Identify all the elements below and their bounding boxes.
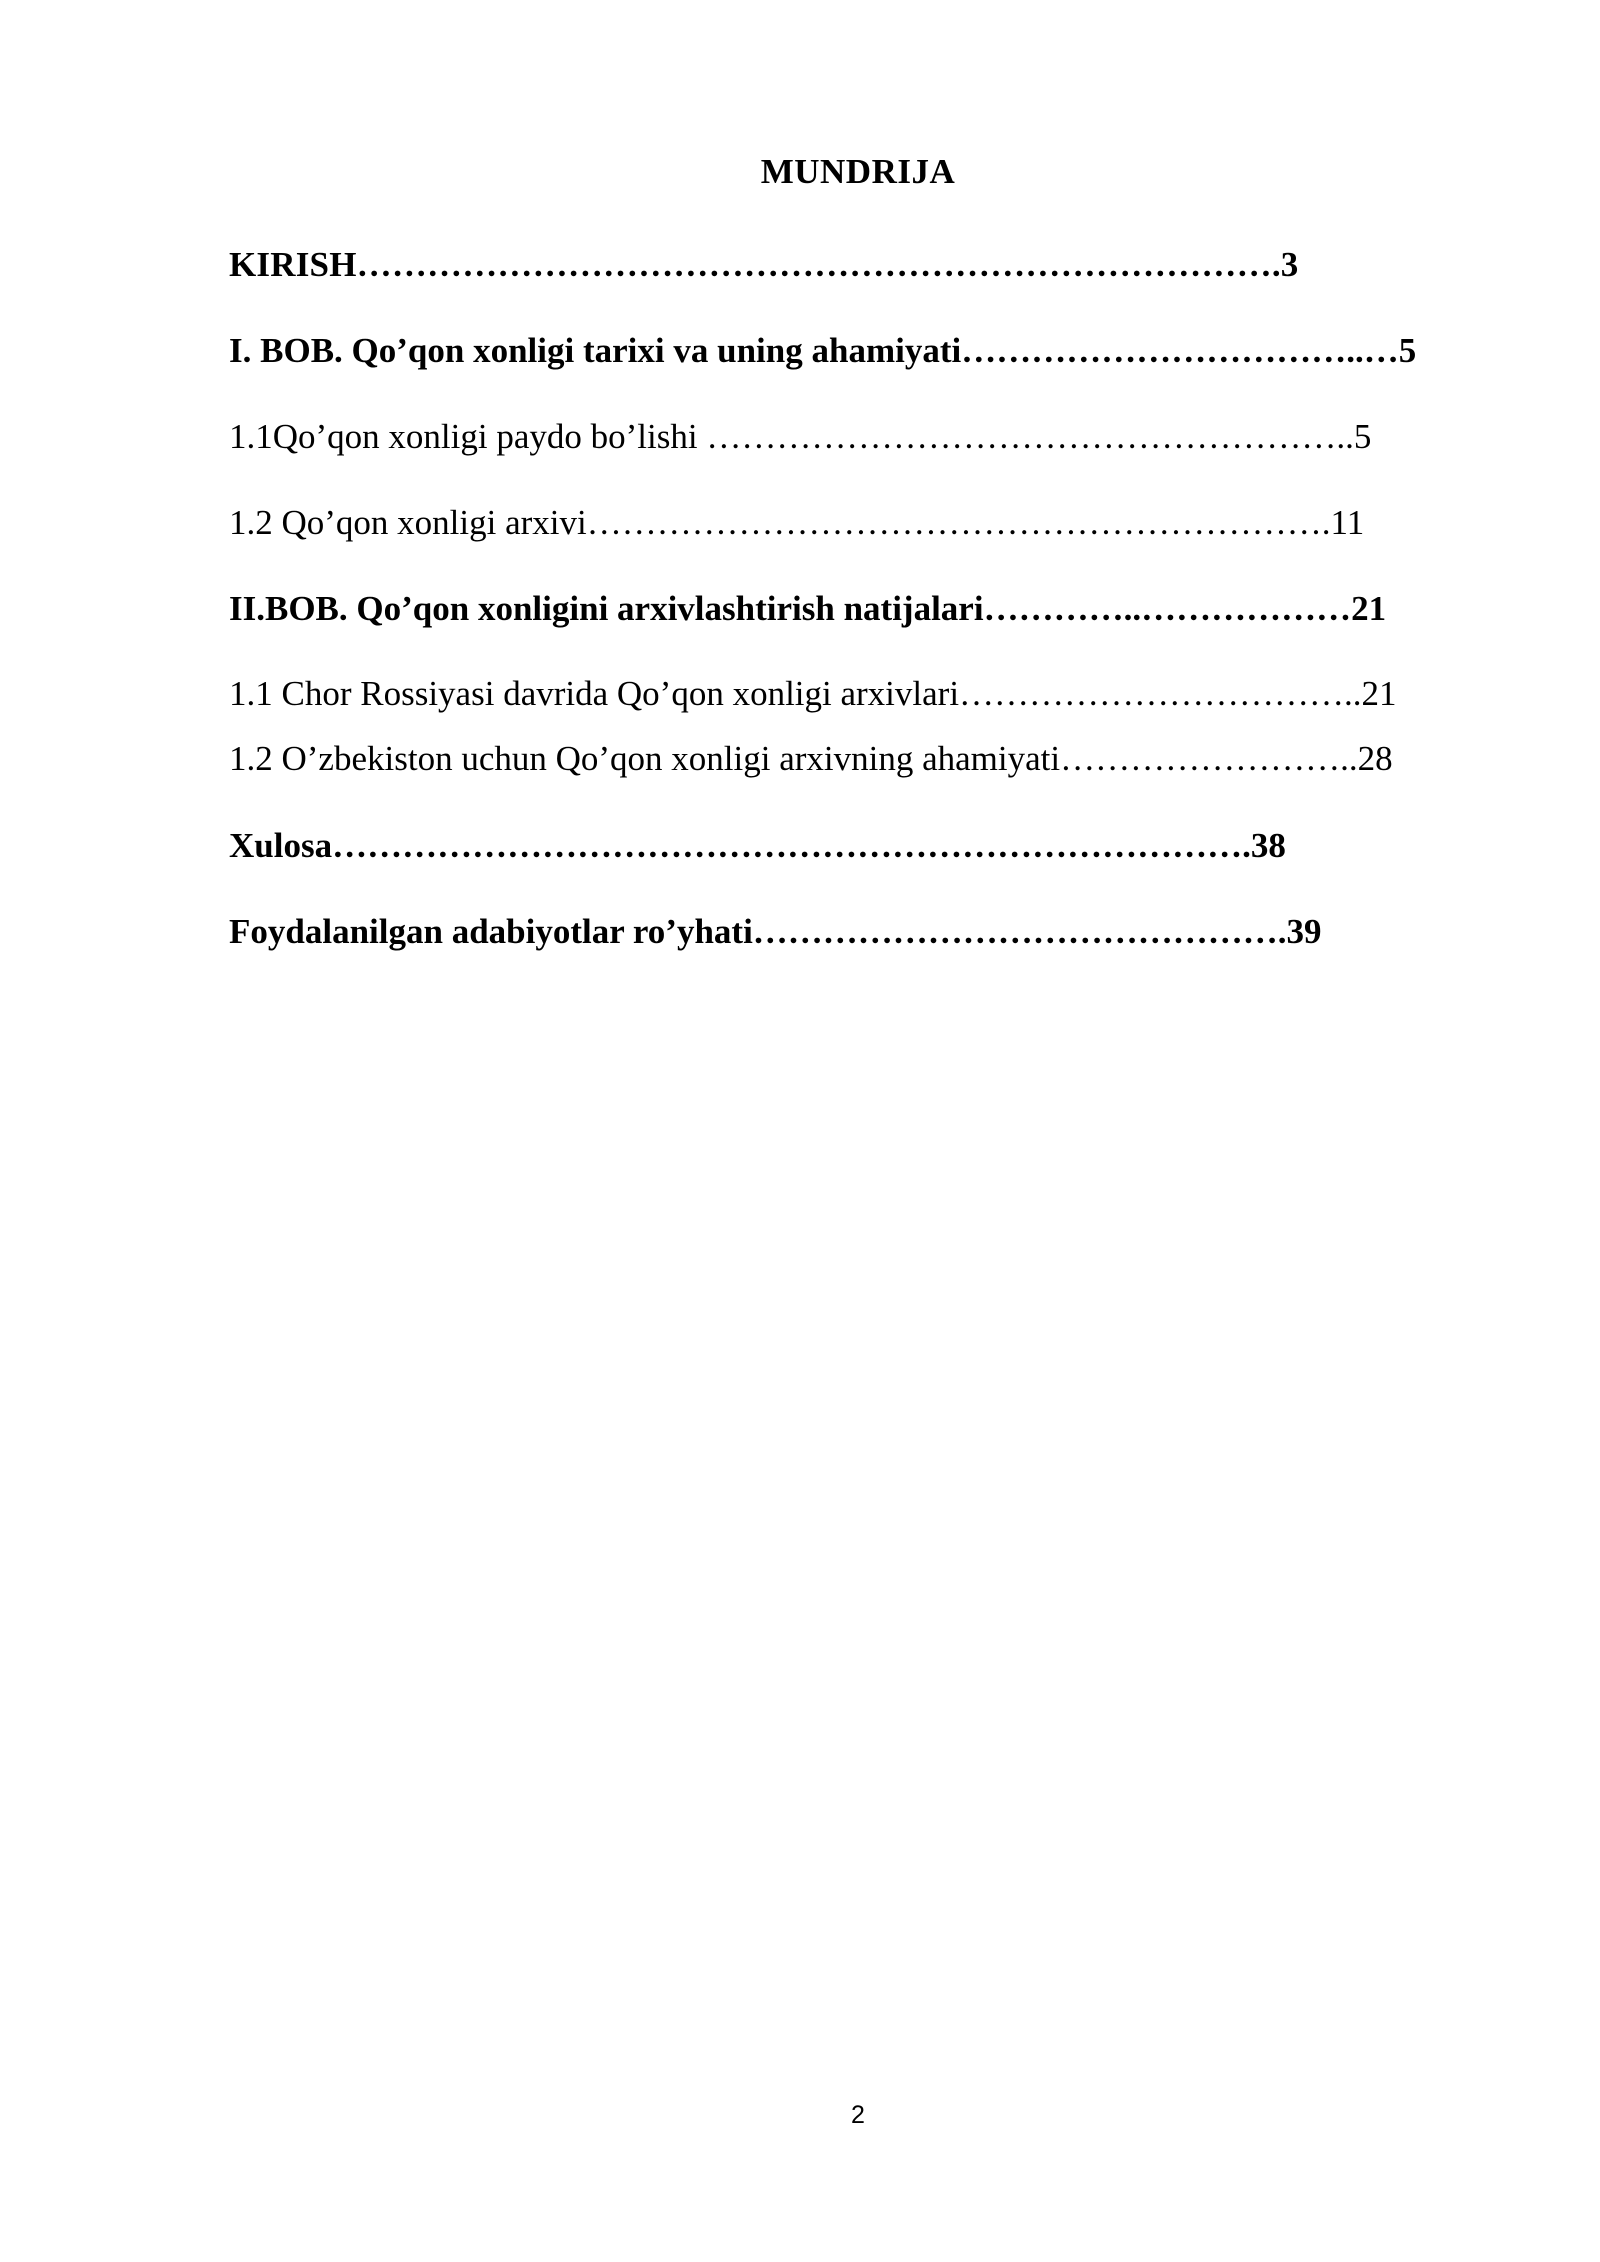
toc-entry-section-2-1: 1.1 Chor Rossiyasi davrida Qo’qon xonligi arxivlari……………………………..21 [229, 674, 1397, 713]
toc-entry-section-1-1: 1.1Qo’qon xonligi paydo bo’lishi ………………………………………………..5 [229, 417, 1372, 456]
page-number: 2 [851, 2101, 865, 2129]
toc-entry-references: Foydalanilgan adabiyotlar ro’yhati……………………………………….39 [229, 912, 1322, 951]
toc-entry-section-1-2: 1.2 Qo’qon xonligi arxivi……………………………………………………….11 [229, 503, 1365, 542]
toc-entry-xulosa: Xulosa…………………………………………………………………….38 [229, 826, 1286, 865]
toc-entry-section-2-2: 1.2 O’zbekiston uchun Qo’qon xonligi arxivning ahamiyati……………………..28 [229, 739, 1393, 778]
toc-entry-kirish: KIRISH…………………………………………………………………….3 [229, 245, 1299, 284]
toc-entry-chapter-1: I. BOB. Qo’qon xonligi tarixi va uning ahamiyati……………………………..…5 [229, 331, 1417, 370]
toc-title: MUNDRIJA [760, 152, 956, 191]
toc-entry-chapter-2: II.BOB. Qo’qon xonligini arxivlashtirish natijalari…………..………………21 [229, 589, 1387, 628]
